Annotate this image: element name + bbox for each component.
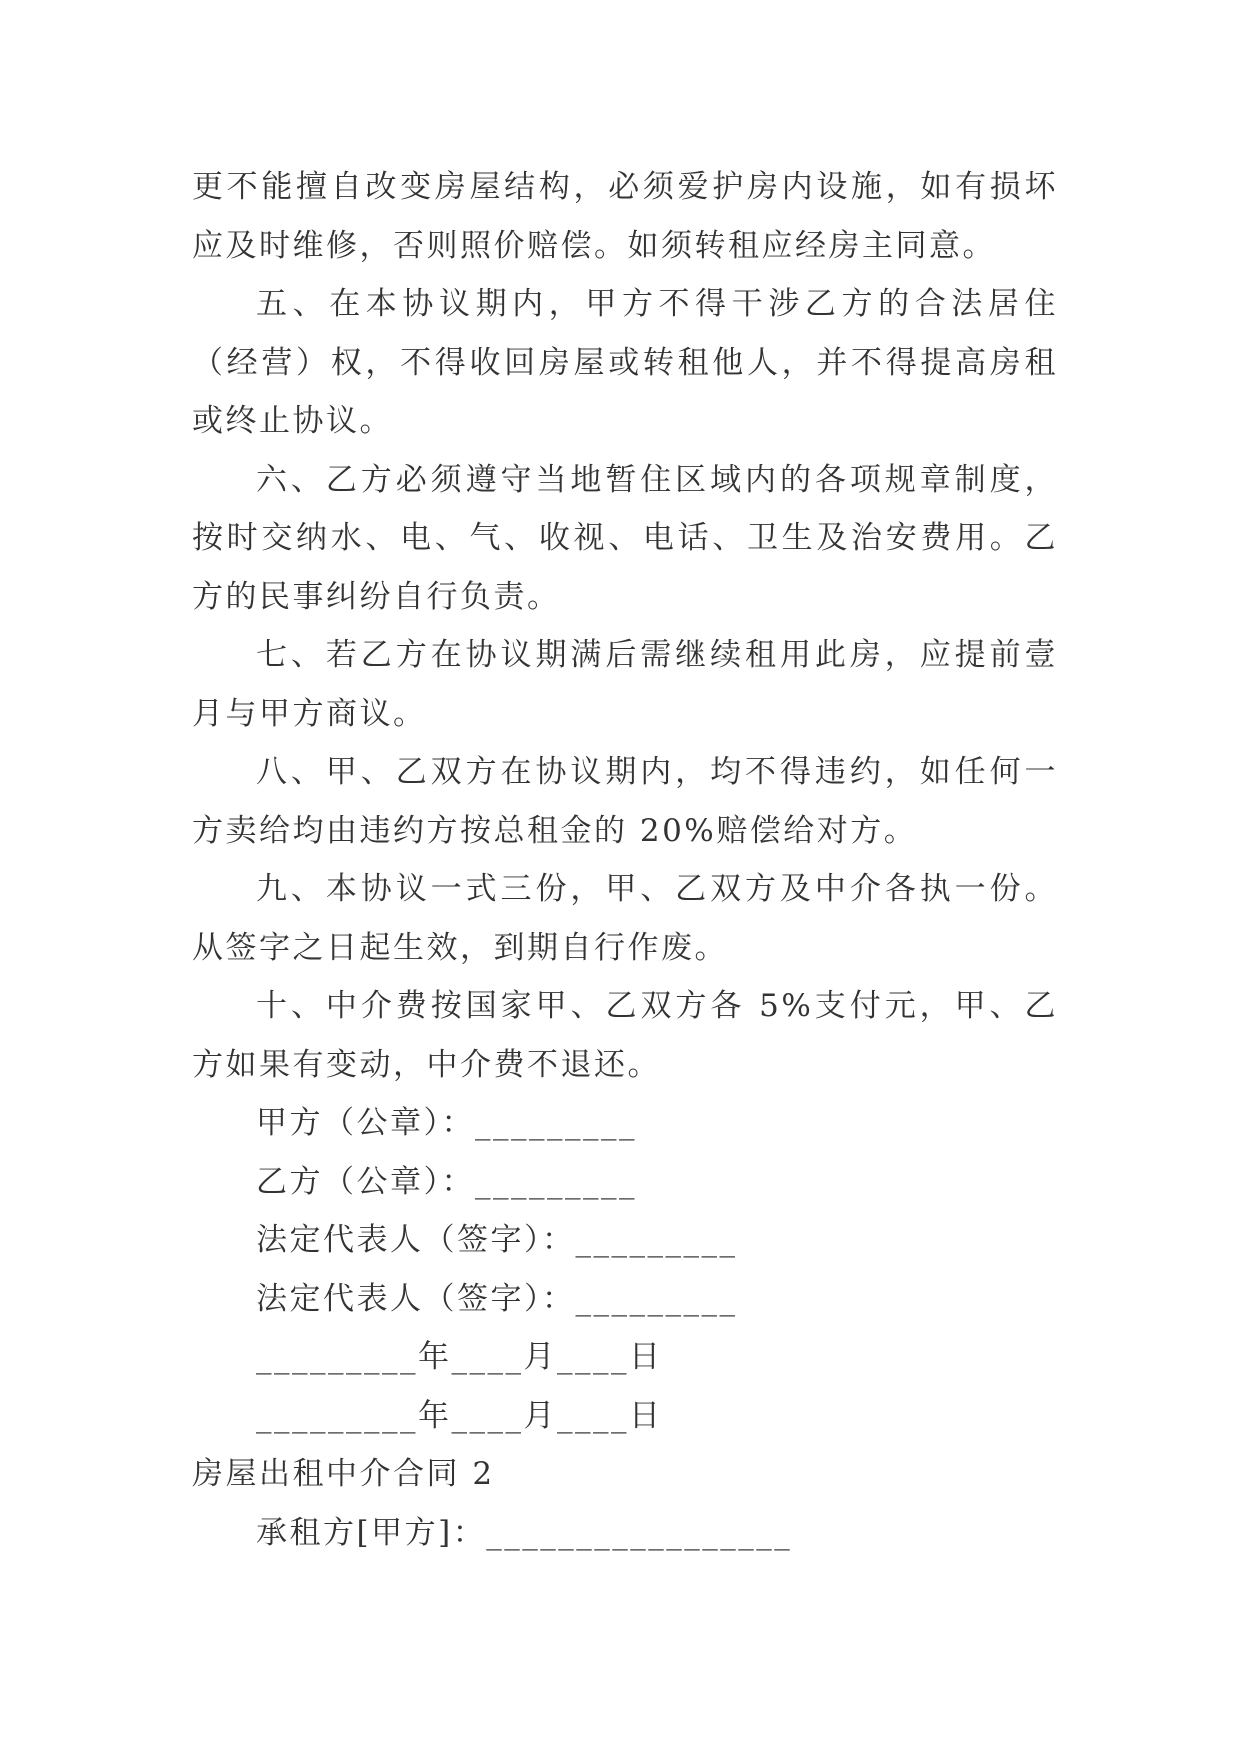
paragraph-clause-10: 十、中介费按国家甲、乙双方各 5%支付元，甲、乙方如果有变动，中介费不退还。 bbox=[192, 988, 1058, 1083]
date-line-2: _________年____月____日 bbox=[256, 1397, 663, 1434]
lessee-party-a-line: 承租方[甲方]：_________________ bbox=[256, 1514, 793, 1551]
signature-party-a-seal: 甲方（公章）：_________ bbox=[256, 1105, 637, 1141]
document-body bbox=[192, 158, 1058, 1562]
signature-legal-rep-2: 法定代表人（签字）：_________ bbox=[256, 1280, 738, 1317]
paragraph-clause-9: 九、本协议一式三份，甲、乙双方及中介各执一份。从签字之日起生效，到期自行作废。 bbox=[192, 871, 1058, 966]
date-line-1: _________年____月____日 bbox=[256, 1339, 663, 1375]
signature-party-b-seal: 乙方（公章）：_________ bbox=[256, 1163, 637, 1200]
section-title-contract-2: 房屋出租中介合同 2 bbox=[192, 1456, 495, 1492]
paragraph-clause-4-continued: 更不能擅自改变房屋结构，必须爱护房内设施，如有损坏应及时维修，否则照价赔偿。如须转租应经房主同意。 bbox=[192, 169, 1058, 264]
paragraph-clause-7: 七、若乙方在协议期满后需继续租用此房，应提前壹月与甲方商议。 bbox=[192, 637, 1058, 732]
paragraph-clause-8: 八、甲、乙双方在协议期内，均不得违约，如任何一方卖给均由违约方按总租金的 20%赔偿给对方。 bbox=[192, 754, 1058, 849]
paragraph-clause-5: 五、在本协议期内，甲方不得干涉乙方的合法居住（经营）权，不得收回房屋或转租他人，并不得提高房租或终止协议。 bbox=[192, 286, 1058, 439]
paragraph-clause-6: 六、乙方必须遵守当地暂住区域内的各项规章制度，按时交纳水、电、气、收视、电话、卫生及治安费用。乙方的民事纠纷自行负责。 bbox=[192, 461, 1058, 615]
signature-legal-rep-1: 法定代表人（签字）：_________ bbox=[256, 1222, 738, 1258]
